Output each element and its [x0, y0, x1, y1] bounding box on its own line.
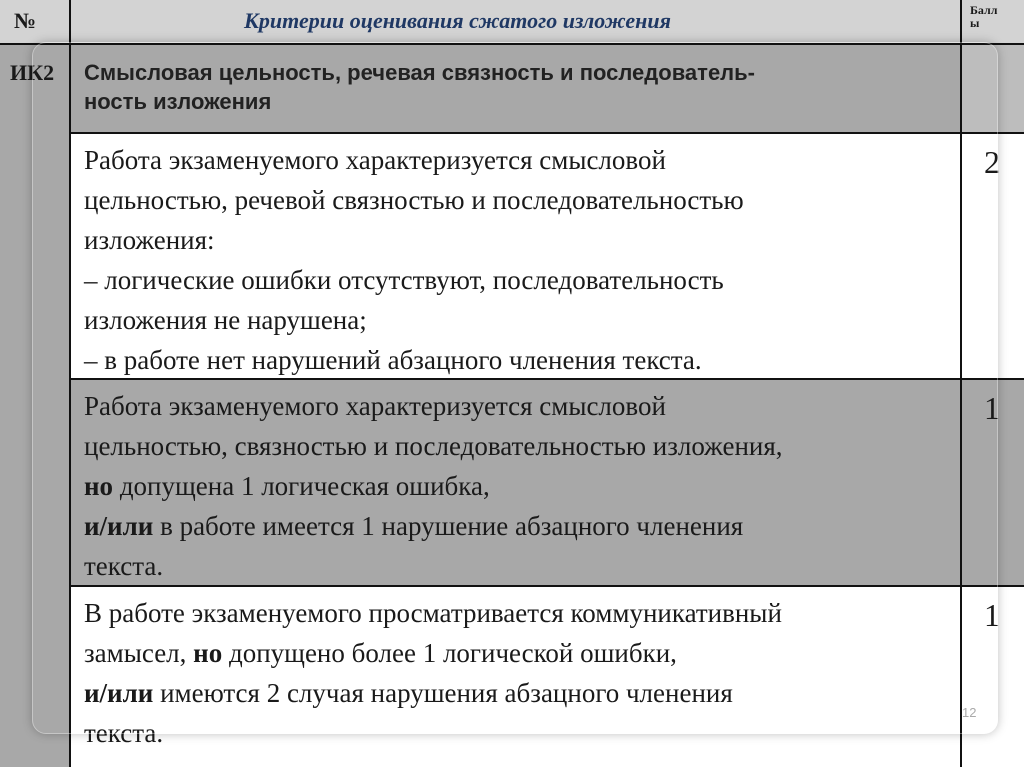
rule-criterion-bottom	[70, 132, 1024, 134]
table-title: Критерии оценивания сжатого изложения	[244, 8, 671, 33]
row-3-line	[84, 673, 782, 713]
text-segment: текста.	[84, 718, 164, 748]
criterion-title-line-1: Смысловая цельность, речевая связность и последователь-	[84, 60, 755, 85]
text-segment: – в работе нет нарушений абзацного членения текста.	[84, 345, 702, 375]
score-header-line-1: Балл	[970, 3, 998, 17]
score-header	[970, 4, 998, 30]
row-2-line	[84, 546, 783, 586]
row-2-line	[84, 506, 783, 546]
criterion-title	[84, 58, 755, 116]
row-1-line	[84, 260, 744, 300]
code-column	[0, 44, 70, 767]
text-segment: цельностью, связностью и последовательностью изложения,	[84, 431, 783, 461]
row-1-line	[84, 140, 744, 180]
bold-keyword: но	[84, 471, 114, 501]
row-1-text	[84, 140, 744, 380]
row-1-score: 2	[984, 144, 1000, 180]
text-segment: Работа экзаменуемого характеризуется смысловой	[84, 391, 666, 421]
row-3-line	[84, 593, 782, 633]
bold-keyword: но	[193, 638, 223, 668]
criterion-code: ИК2	[10, 60, 55, 85]
row-2-line	[84, 426, 783, 466]
row-2-text	[84, 386, 783, 586]
text-segment: цельностью, речевой связностью и последовательностью	[84, 185, 744, 215]
rule-header-bottom	[0, 43, 1024, 45]
text-segment: допущена 1 логическая ошибка,	[113, 471, 490, 501]
page-number: 12	[962, 705, 977, 720]
bold-keyword: и/или	[84, 511, 154, 541]
rule-col-code	[69, 0, 71, 767]
text-segment: изложения не нарушена;	[84, 305, 367, 335]
row-1-line	[84, 180, 744, 220]
text-segment: Работа экзаменуемого характеризуется смысловой	[84, 145, 666, 175]
row-2-score: 1	[984, 390, 1000, 426]
text-segment: допущено более 1 логической ошибки,	[222, 638, 677, 668]
text-segment: изложения:	[84, 225, 215, 255]
number-header: №	[14, 8, 37, 33]
score-column-top	[961, 44, 1024, 132]
text-segment: текста.	[84, 551, 164, 581]
bold-keyword: и/или	[84, 678, 154, 708]
row-1-line	[84, 220, 744, 260]
row-1-line	[84, 300, 744, 340]
row-2-line	[84, 466, 783, 506]
row-3-line	[84, 633, 782, 673]
score-header-line-2: ы	[970, 16, 980, 30]
text-segment: – логические ошибки отсутствуют, последовательность	[84, 265, 724, 295]
row-1-line	[84, 340, 744, 380]
rule-col-score	[960, 0, 962, 767]
criterion-title-line-2: ность изложения	[84, 89, 272, 114]
row-3-line	[84, 713, 782, 753]
row-3-text	[84, 593, 782, 753]
row-2-line	[84, 386, 783, 426]
text-segment: замысел,	[84, 638, 194, 668]
text-segment: В работе экзаменуемого просматривается коммуникативный	[84, 598, 782, 628]
text-segment: имеются 2 случая нарушения абзацного членения	[153, 678, 733, 708]
row-3-score: 1	[984, 597, 1000, 633]
text-segment: в работе имеется 1 нарушение абзацного членения	[153, 511, 744, 541]
